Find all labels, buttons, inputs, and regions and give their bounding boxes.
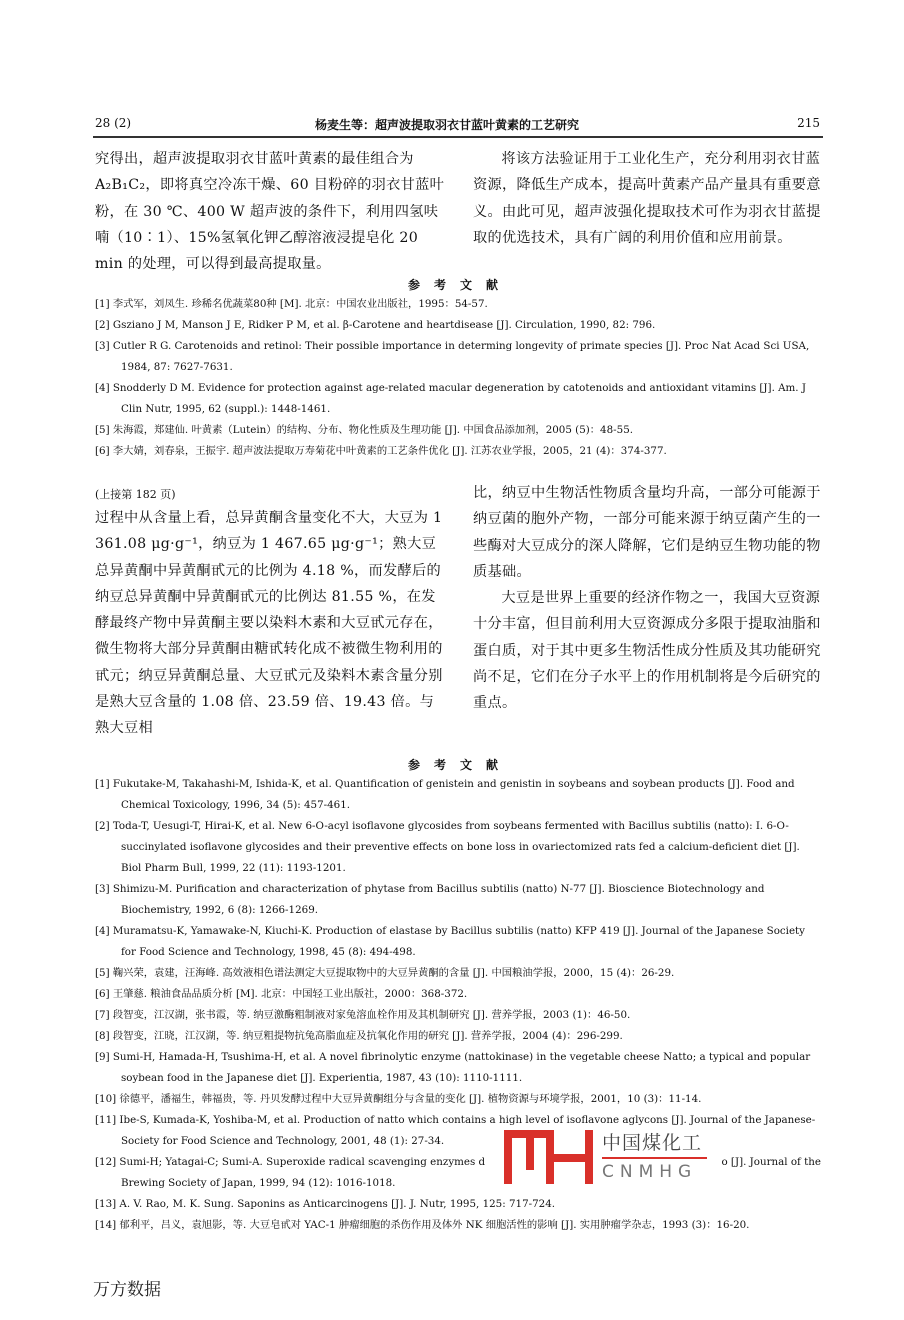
body-paragraph: 将该方法验证用于工业化生产，充分利用羽衣甘蓝资源，降低生产成本，提高叶黄素产品产量具有重要意义。由此可见，超声波强化提取技术可作为羽衣甘蓝提取的优选技术，具有广阔的利用价值和应用前景。 (473, 151, 821, 246)
reference-item: [14] 郁利平，吕义，袁旭影，等. 大豆皂甙对 YAC-1 肿瘤细胞的杀伤作用及体外 NK 细胞活性的影响 [J]. 实用肿瘤学杂志，1993 (3)：16-20. (95, 1219, 750, 1231)
page-number: 215 (797, 116, 820, 130)
body-paragraph: 比，纳豆中生物活性物质含量均升高，一部分可能源于纳豆菌的胞外产物，一部分可能来源于纳豆菌产生的一些酶对大豆成分的深人降解，它们是纳豆生物功能的物质基础。 (473, 485, 821, 580)
reference-12-line2: Brewing Society of Japan, 1999, 94 (12): 1016-1018. (121, 1177, 396, 1189)
article2-right-column (473, 480, 823, 717)
reference-item: [3] Shimizu-M. Purification and characterization of phytase from Bacillus subtilis (natto) N-77 [J]. Bioscience Biotechnology and Biochemistry, 1992, 6 (8): 1266-1269. (95, 883, 765, 916)
article1-left-column (95, 146, 445, 277)
reference-item: [4] Muramatsu-K, Yamawake-N, Kiuchi-K. Production of elastase by Bacillus subtilis (natto) KFP 419 [J]. Journal of the Japanese Society for Food Science and Technology, 1998, 45 (8): 494-498. (95, 925, 805, 958)
reference-item: [9] Sumi-H, Hamada-H, Tsushima-H, et al. A novel fibrinolytic enzyme (nattokinase) in the vegetable cheese Natto; a typical and popular soybean food in the Japanese diet [J]. Experientia, 1987, 43 (10): 1110-1111. (95, 1051, 811, 1084)
article2-left-column (95, 505, 445, 742)
references-heading: 参考文献 (407, 278, 512, 292)
reference-item: [3] Cutler R G. Carotenoids and retinol: Their possible importance in determing longevity of primate species [J]. Proc Nat Acad Sci USA, 1984, 87: 7627-7631. (95, 340, 810, 373)
watermark (502, 1128, 712, 1188)
source-footer: 万方数据 (93, 1280, 161, 1300)
reference-item: [2] Gsziano J M, Manson J E, Ridker P M, et al. β-Carotene and heartdisease [J]. Circulation, 1990, 82: 796. (95, 319, 656, 331)
article1-right-column (473, 146, 823, 251)
reference-item (95, 1152, 821, 1194)
reference-item: [13] A. V. Rao, M. K. Sung. Saponins as Anticarcinogens [J]. J. Nutr, 1995, 125: 717-724. (95, 1198, 556, 1210)
watermark-cn-text: 中国煤化工 (602, 1132, 703, 1154)
body-paragraph: 过程中从含量上看，总异黄酮含量变化不大，大豆为 1 361.08 μg·g⁻¹，纳豆为 1 467.65 μg·g⁻¹；熟大豆总异黄酮中异黄酮甙元的比例为 4.18 %，而发酵后的纳豆总异黄酮中异黄酮甙元的比例达 81.55 %，在发酵最终产物中异黄酮主要以染料木素和大豆甙元存在，微生物将大部分异黄酮由糖甙转化成不被微生物利用的甙元；纳豆异黄酮总量、大豆甙元及染料木素含量分别是熟大豆含量的 1.08 倍、23.59 倍、19.43 倍。与熟大豆相 (95, 510, 443, 737)
reference-item: [5] 鞠兴荣，袁建，汪海峰. 高效液相色谱法测定大豆提取物中的大豆异黄酮的含量 [J]. 中国粮油学报，2000，15 (4)：26-29. (95, 967, 675, 979)
issue-number: 28 (2) (95, 116, 132, 130)
body-paragraph: 大豆是世界上重要的经济作物之一，我国大豆资源十分丰富，但目前利用大豆资源成分多限于提取油脂和蛋白质，对于其中更多生物活性成分性质及其功能研究尚不足，它们在分子水平上的作用机制将是今后研究的重点。 (473, 590, 821, 712)
reference-item: [6] 王肇慈. 粮油食品品质分析 [M]. 北京：中国轻工业出版社，2000：368-372. (95, 988, 468, 1000)
reference-item: [10] 徐德平，潘福生，韩福贵，等. 丹贝发酵过程中大豆异黄酮组分与含量的变化 [J]. 植物资源与环境学报，2001，10 (3)：11-14. (95, 1093, 702, 1105)
reference-item: [8] 段智变，江晓，江汉湖，等. 纳豆粗提物抗兔高脂血症及抗氧化作用的研究 [J]. 营养学报，2004 (4)：296-299. (95, 1030, 623, 1042)
reference-12-start: [12] Sumi-H; Yatagai-C; Sumi-A. Superoxide radical scavenging enzymes d (95, 1156, 486, 1168)
references-list-2 (95, 774, 821, 1236)
header-rule (93, 136, 823, 138)
reference-item: [1] Fukutake-M, Takahashi-M, Ishida-K, et al. Quantification of genistein and genistin in soybeans and soybean products [J]. Food and Chemical Toxicology, 1996, 34 (5): 457-461. (95, 778, 795, 811)
watermark-en-text: CNMHG (602, 1162, 698, 1182)
watermark-divider (602, 1157, 707, 1159)
references-list-1 (95, 294, 821, 462)
body-paragraph: 究得出，超声波提取羽衣甘蓝叶黄素的最佳组合为 A₂B₁C₂，即将真空冷冻干燥、60 目粉碎的羽衣甘蓝叶粉，在 30 ℃、400 W 超声波的条件下，利用四氢呋喃（10∶1）、15%氢氧化钾乙醇溶液浸提皂化 20 min 的处理，可以得到最高提取量。 (95, 151, 445, 273)
watermark-logo-icon (502, 1128, 597, 1186)
reference-12-end: o [J]. Journal of the (721, 1156, 821, 1168)
references-heading: 参考文献 (407, 758, 512, 772)
reference-item: [2] Toda-T, Uesugi-T, Hirai-K, et al. New 6-O-acyl isoflavone glycosides from soybeans fermented with Bacillus subtilis (natto): I. 6-O-succinylated isoflavone glycosides and their preventive effects on bone loss in ovariectomized rats fed a calcium-deficient diet [J]. Biol Pharm Bull, 1999, 22 (11): 1193-1201. (95, 820, 800, 874)
running-title: 杨麦生等：超声波提取羽衣甘蓝叶黄素的工艺研究 (315, 118, 580, 132)
reference-item: [11] Ibe-S, Kumada-K, Yoshiba-M, et al. Production of natto which contains a high level of isoflavone aglycons [J]. Journal of the Japanese-Society for Food Science and Technology, 2001, 48 (1): 27-34. (95, 1114, 816, 1147)
running-header (95, 116, 820, 134)
continued-note: (上接第 182 页) (95, 488, 176, 501)
reference-item: [1] 李式军，刘凤生. 珍稀名优蔬菜80种 [M]. 北京：中国农业出版社，1995：54-57. (95, 298, 488, 310)
reference-item: [5] 朱海霞，郑建仙. 叶黄素（Lutein）的结构、分布、物化性质及生理功能 [J]. 中国食品添加剂，2005 (5)：48-55. (95, 424, 634, 436)
reference-item: [4] Snodderly D M. Evidence for protection against age-related macular degeneration by catotenoids and antioxidant vitamins [J]. Am. J Clin Nutr, 1995, 62 (suppl.): 1448-1461. (95, 382, 806, 415)
reference-item: [7] 段智变，江汉湖，张书霞，等. 纳豆激酶粗制液对家兔溶血栓作用及其机制研究 [J]. 营养学报，2003 (1)：46-50. (95, 1009, 631, 1021)
reference-item: [6] 李大婧，刘春泉，王振宇. 超声波法提取万寿菊花中叶黄素的工艺条件优化 [J]. 江苏农业学报，2005，21 (4)：374-377. (95, 445, 667, 457)
